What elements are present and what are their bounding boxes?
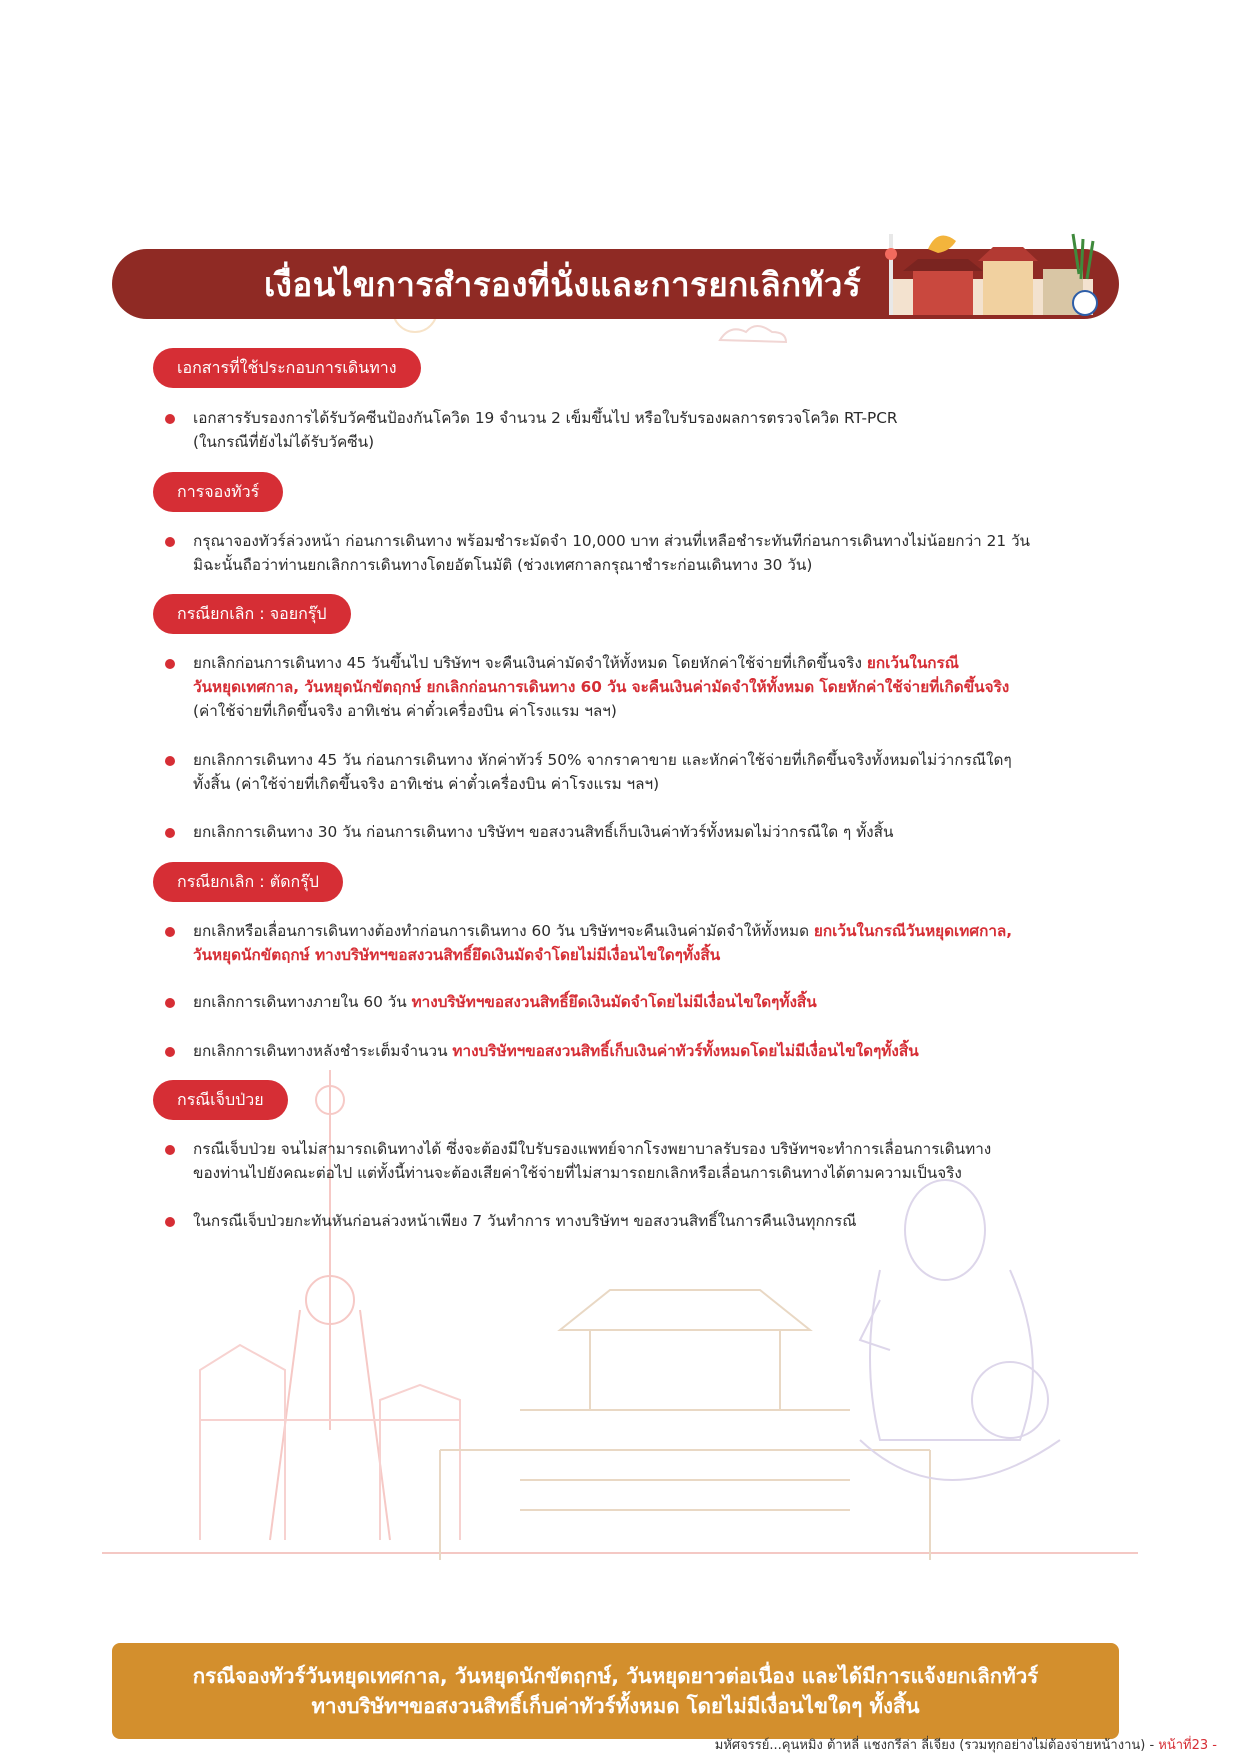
item-text: (ในกรณีที่ยังไม่ได้รับวัคซีน) — [193, 433, 375, 451]
item-text-highlight: ยกเว้นในกรณีวันหยุดเทศกาล, — [813, 922, 1013, 940]
item-text: ยกเลิกการเดินทางภายใน 60 วัน — [193, 993, 412, 1011]
item-text: กรุณาจองทัวร์ล่วงหน้า ก่อนการเดินทาง พร้อมชำระมัดจำ 10,000 บาท ส่วนที่เหลือชำระทันทีก่อนการเดินทางไม่น้อยกว่า 21 วัน — [193, 532, 1030, 550]
page-title: เงื่อนไขการสำรองที่นั่งและการยกเลิกทัวร์ — [264, 264, 862, 304]
item-text: ยกเลิกการเดินทาง 30 วัน ก่อนการเดินทาง บริษัทฯ ขอสงวนสิทธิ์เก็บเงินค่าทัวร์ทั้งหมดไม่ว่ากรณีใด ๆ ทั้งสิ้น — [193, 823, 894, 841]
item-text: กรณีเจ็บป่วย จนไม่สามารถเดินทางได้ ซึ่งจะต้องมีใบรับรองแพทย์จากโรงพยาบาลรับรอง บริษัทฯจะทำการเลื่อนการเดินทาง — [193, 1140, 992, 1158]
section-heading-booking: การจองทัวร์ — [153, 472, 283, 512]
tour-name-footer: มหัศจรรย์...คุนหมิง ต้าหลี่ แชงกรีล่า ลี่เจียง (รวมทุกอย่างไม่ต้องจ่ายหน้างาน) - — [714, 1738, 1159, 1753]
page-footer — [715, 1734, 1217, 1754]
item-text-highlight: ทางบริษัทฯขอสงวนสิทธิ์ยึดเงินมัดจำโดยไม่มีเงื่อนไขใดๆทั้งสิ้น — [411, 993, 817, 1011]
bullet-icon — [165, 659, 175, 669]
landmarks-illustration — [873, 229, 1113, 319]
section-heading-join-group-cancel: กรณียกเลิก : จอยกรุ๊ป — [153, 594, 351, 634]
item-text: ยกเลิกการเดินทาง 45 วัน ก่อนการเดินทาง หักค่าทัวร์ 50% จากราคาขาย และหักค่าใช้จ่ายที่เกิดขึ้นจริงทั้งหมดไม่ว่ากรณีใดๆ — [193, 751, 1012, 769]
bullet-icon — [165, 537, 175, 547]
section-heading-private-group-cancel: กรณียกเลิก : ตัดกรุ๊ป — [153, 862, 343, 902]
item-text-highlight: วันหยุดนักขัตฤกษ์ ทางบริษัทฯขอสงวนสิทธิ์ยึดเงินมัดจำโดยไม่มีเงื่อนไขใดๆทั้งสิ้น — [193, 946, 721, 964]
bullet-icon — [165, 1047, 175, 1057]
item-text-highlight: วันหยุดเทศกาล, วันหยุดนักขัตฤกษ์ ยกเลิกก่อนการเดินทาง 60 วัน จะคืนเงินค่ามัดจำให้ทั้งหมด โดยหักค่าใช้จ่ายที่เกิดขึ้นจริง — [193, 678, 1010, 696]
section-heading-documents: เอกสารที่ใช้ประกอบการเดินทาง — [153, 348, 421, 388]
bullet-icon — [165, 1217, 175, 1227]
section-heading-illness: กรณีเจ็บป่วย — [153, 1080, 288, 1120]
title-banner — [112, 249, 1119, 319]
item-text: มิฉะนั้นถือว่าท่านยกเลิกการเดินทางโดยอัตโนมัติ (ช่วงเทศกาลกรุณาชำระก่อนเดินทาง 30 วัน) — [193, 556, 813, 574]
bullet-icon — [165, 828, 175, 838]
list-item — [165, 990, 1065, 1014]
bullet-icon — [165, 414, 175, 424]
list-item — [165, 651, 1065, 723]
bullet-icon — [165, 756, 175, 766]
list-item — [165, 1039, 1065, 1063]
list-item — [165, 1137, 1065, 1185]
item-text: ยกเลิกหรือเลื่อนการเดินทางต้องทำก่อนการเดินทาง 60 วัน บริษัทฯจะคืนเงินค่ามัดจำให้ทั้งหมด — [193, 922, 814, 940]
item-text: ยกเลิกก่อนการเดินทาง 45 วันขึ้นไป บริษัทฯ จะคืนเงินค่ามัดจำให้ทั้งหมด โดยหักค่าใช้จ่ายที่เกิดขึ้นจริง — [193, 654, 867, 672]
list-item — [165, 919, 1065, 967]
item-text-highlight: ยกเว้นในกรณี — [866, 654, 959, 672]
bullet-icon — [165, 998, 175, 1008]
item-text: ของท่านไปยังคณะต่อไป แต่ทั้งนี้ท่านจะต้องเสียค่าใช้จ่ายที่ไม่สามารถยกเลิกหรือเลื่อนการเดินทางได้ตามความเป็นจริง — [193, 1164, 962, 1182]
list-item — [165, 1209, 1065, 1233]
item-text-highlight: ทางบริษัทฯขอสงวนสิทธิ์เก็บเงินค่าทัวร์ทั้งหมดโดยไม่มีเงื่อนไขใดๆทั้งสิ้น — [452, 1042, 919, 1060]
item-text: ทั้งสิ้น (ค่าใช้จ่ายที่เกิดขึ้นจริง อาทิเช่น ค่าตั๋วเครื่องบิน ค่าโรงแรม ฯลฯ) — [193, 775, 660, 793]
notice-text: ทางบริษัทฯขอสงวนสิทธิ์เก็บค่าทัวร์ทั้งหมด โดยไม่มีเงื่อนไขใดๆ ทั้งสิ้น — [311, 1694, 920, 1718]
item-text: ในกรณีเจ็บป่วยกะทันหันก่อนล่วงหน้าเพียง 7 วันทำการ ทางบริษัทฯ ขอสงวนสิทธิ์ในการคืนเงินทุกกรณี — [193, 1212, 857, 1230]
list-item — [165, 529, 1065, 577]
bullet-icon — [165, 927, 175, 937]
list-item — [165, 820, 1065, 844]
list-item — [165, 406, 1065, 454]
item-text: ยกเลิกการเดินทางหลังชำระเต็มจำนวน — [193, 1042, 453, 1060]
page-number: หน้าที่23 - — [1158, 1738, 1217, 1753]
bullet-icon — [165, 1145, 175, 1155]
notice-text: กรณีจองทัวร์วันหยุดเทศกาล, วันหยุดนักขัตฤกษ์, วันหยุดยาวต่อเนื่อง และได้มีการแจ้งยกเลิกทัวร์ — [192, 1664, 1039, 1688]
item-text: (ค่าใช้จ่ายที่เกิดขึ้นจริง อาทิเช่น ค่าตั๋วเครื่องบิน ค่าโรงแรม ฯลฯ) — [193, 702, 617, 720]
item-text: เอกสารรับรองการได้รับวัคซีนป้องกันโควิด 19 จำนวน 2 เข็มขึ้นไป หรือใบรับรองผลการตรวจโควิด RT-PCR — [193, 409, 898, 427]
holiday-cancellation-notice — [112, 1643, 1119, 1739]
list-item — [165, 748, 1065, 796]
